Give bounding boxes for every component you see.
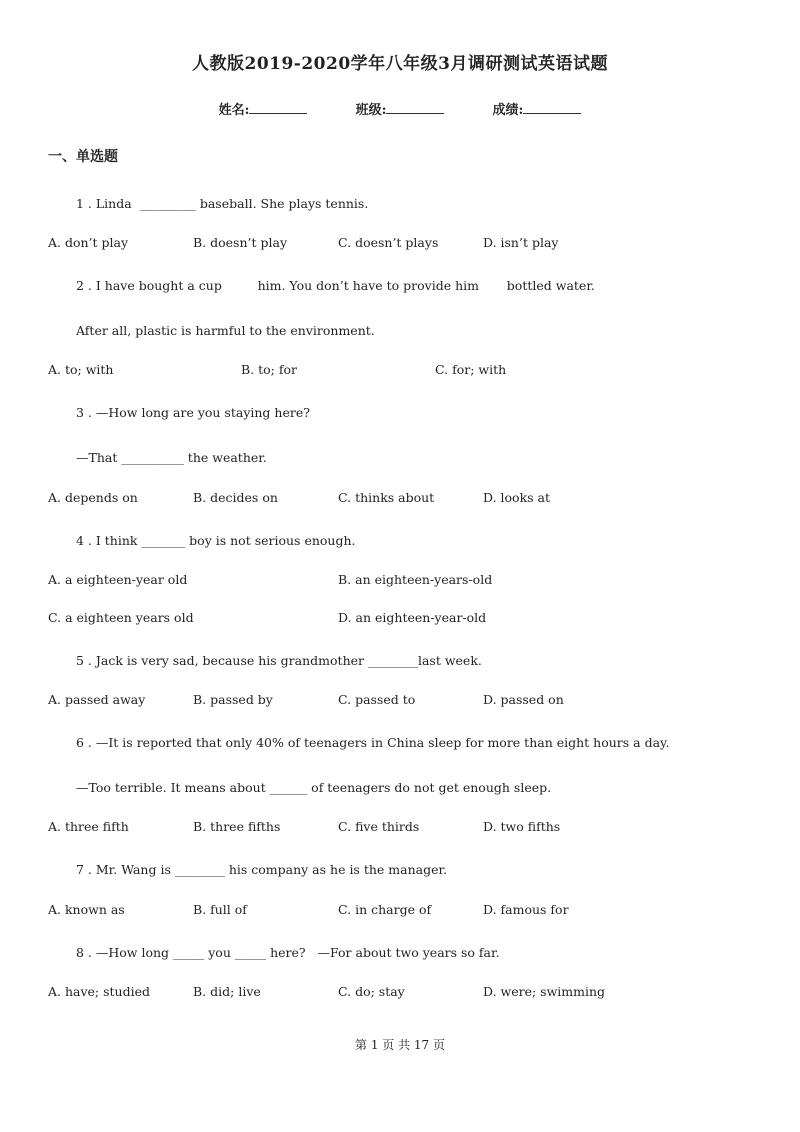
question-6-stem: 6 . —It is reported that only 40% of teenagers in China sleep for more than eight hours a day. <box>76 735 670 750</box>
question-3-option-b[interactable]: B. decides on <box>193 490 278 505</box>
question-2-option-b[interactable]: B. to; for <box>241 362 297 377</box>
name-blank[interactable] <box>249 101 307 114</box>
question-1-stem: 1 . Linda _________ baseball. She plays tennis. <box>76 196 369 211</box>
class-label: 班级: <box>355 103 387 118</box>
question-2-option-a[interactable]: A. to; with <box>48 362 114 377</box>
question-6-option-d[interactable]: D. two fifths <box>483 819 561 834</box>
question-6-option-c[interactable]: C. five thirds <box>338 819 420 834</box>
question-3-option-c[interactable]: C. thinks about <box>338 490 435 505</box>
question-1-option-d[interactable]: D. isn’t play <box>483 235 559 250</box>
question-7-option-b[interactable]: B. full of <box>193 902 247 917</box>
question-5-option-d[interactable]: D. passed on <box>483 692 564 707</box>
question-1-option-b[interactable]: B. doesn’t play <box>193 235 288 250</box>
question-5-stem: 5 . Jack is very sad, because his grandmother ________last week. <box>76 653 482 668</box>
score-field <box>493 99 582 118</box>
student-info <box>0 99 800 118</box>
question-3-stem-cont: —That __________ the weather. <box>76 450 267 465</box>
question-2-option-c[interactable]: C. for; with <box>435 362 507 377</box>
question-1-option-a[interactable]: A. don’t play <box>48 235 129 250</box>
question-4-option-b[interactable]: B. an eighteen-years-old <box>338 572 493 587</box>
question-8-option-d[interactable]: D. were; swimming <box>483 984 606 999</box>
question-7-stem: 7 . Mr. Wang is ________ his company as he is the manager. <box>76 862 448 877</box>
question-4-option-c[interactable]: C. a eighteen years old <box>48 610 194 625</box>
question-6-option-a[interactable]: A. three fifth <box>48 819 129 834</box>
question-3-option-d[interactable]: D. looks at <box>483 490 551 505</box>
question-2-stem: 2 . I have bought a cup him. You don’t have to provide him bottled water. <box>76 278 595 293</box>
section-title: 一、单选题 <box>48 149 118 165</box>
name-field <box>219 99 308 118</box>
page-title: 人教版2019-2020学年八年级3月调研测试英语试题 <box>191 54 608 74</box>
page-footer: 第 1 页 共 17 页 <box>355 1038 445 1052</box>
class-field <box>356 99 445 118</box>
question-5-option-b[interactable]: B. passed by <box>193 692 273 707</box>
class-blank[interactable] <box>386 101 444 114</box>
question-6-option-b[interactable]: B. three fifths <box>193 819 281 834</box>
question-8-stem: 8 . —How long _____ you _____ here? —For about two years so far. <box>76 945 500 960</box>
score-blank[interactable] <box>523 101 581 114</box>
question-3-stem: 3 . —How long are you staying here? <box>76 405 310 420</box>
question-7-option-c[interactable]: C. in charge of <box>338 902 432 917</box>
question-5-option-a[interactable]: A. passed away <box>48 692 146 707</box>
name-label: 姓名: <box>218 103 250 118</box>
question-8-option-a[interactable]: A. have; studied <box>48 984 151 999</box>
question-7-option-d[interactable]: D. famous for <box>483 902 569 917</box>
question-7-option-a[interactable]: A. known as <box>48 902 125 917</box>
question-6-stem-cont: —Too terrible. It means about ______ of teenagers do not get enough sleep. <box>76 780 552 795</box>
question-4-option-a[interactable]: A. a eighteen-year old <box>48 572 188 587</box>
question-8-option-b[interactable]: B. did; live <box>193 984 261 999</box>
question-4-stem: 4 . I think _______ boy is not serious enough. <box>76 533 356 548</box>
question-8-option-c[interactable]: C. do; stay <box>338 984 405 999</box>
question-2-stem-cont: After all, plastic is harmful to the environment. <box>76 323 375 338</box>
question-1-option-c[interactable]: C. doesn’t plays <box>338 235 439 250</box>
score-label: 成绩: <box>492 103 524 118</box>
question-3-option-a[interactable]: A. depends on <box>48 490 138 505</box>
question-4-option-d[interactable]: D. an eighteen-year-old <box>338 610 487 625</box>
question-5-option-c[interactable]: C. passed to <box>338 692 416 707</box>
